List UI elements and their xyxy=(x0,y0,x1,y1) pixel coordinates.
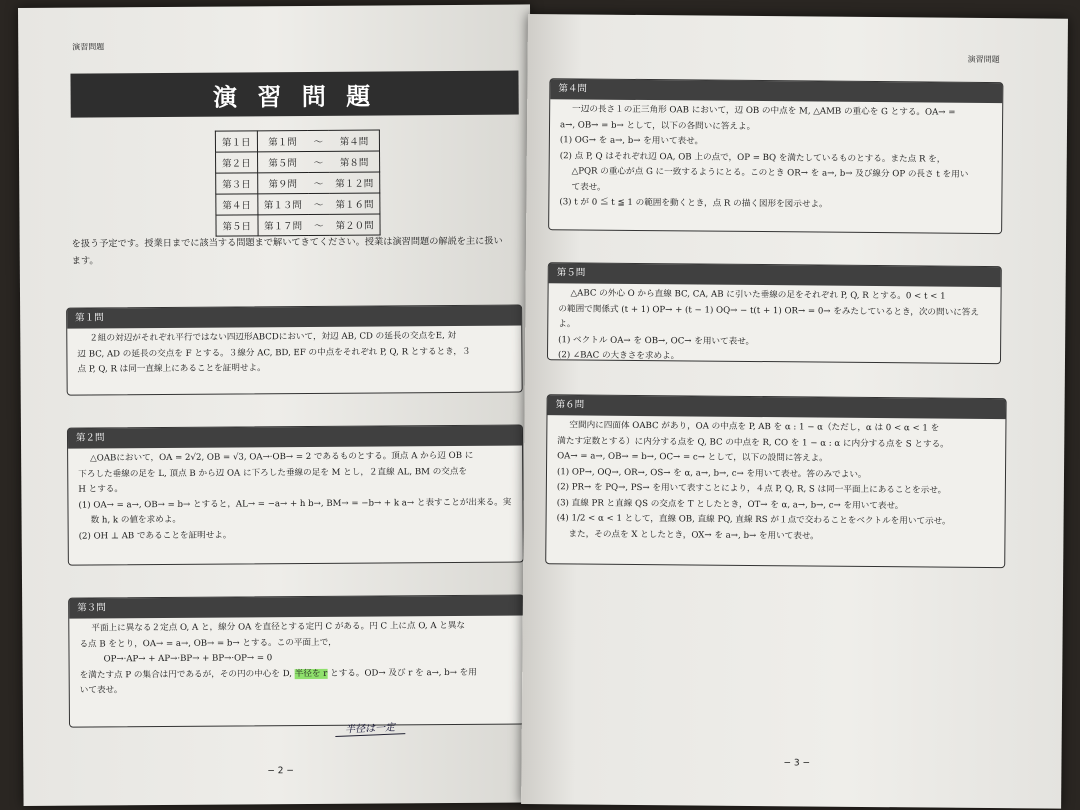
problem-line: △PQR の重心が点 G に一致するようにとる。このとき OR→ を a→, b→ 及び線分 OP の長さ t を用い xyxy=(571,166,969,180)
problem-line: 空間内に四面体 OABC があり，OA の中点を P, AB を α : 1 − α（ただし，α は 0 < α < 1 を xyxy=(569,420,940,434)
problem-line xyxy=(80,665,514,684)
problem-5-header: 第５問 xyxy=(549,263,1001,287)
schedule-to: 第２０問 xyxy=(329,214,380,235)
running-head-right: 演習問題 xyxy=(967,54,1000,65)
schedule-day: 第３日 xyxy=(216,173,258,194)
problem-line: 点 P, Q, R は同一直線上にあることを証明せよ。 xyxy=(77,363,266,375)
handwritten-note: 半径は一定 xyxy=(335,718,406,737)
right-page xyxy=(521,14,1068,809)
problem-line: 満たす定数とする）に内分する点を Q, BC の中点を R, CO を 1 − α : α に内分する点を S とする。 xyxy=(557,435,949,450)
problem-4-box xyxy=(548,78,1003,234)
schedule-tilde: 〜 xyxy=(308,214,330,235)
problem-line: 辺 BC, AD の延長の交点を F とする。３線分 AC, BD, EF の中点をそれぞれ P, Q, R とするとき，３ xyxy=(77,346,471,360)
schedule-tilde: 〜 xyxy=(307,130,329,151)
problem-3-header: 第３問 xyxy=(69,595,523,618)
problem-line: 下ろした垂線の足を L, 頂点 B から辺 OA に下ろした垂線の足を M とし，２直線 AL, BM の交点を xyxy=(78,466,468,480)
problem-line: の範囲で関係式 (t + 1) OP→ + (t − 1) OQ→ − t(t + 1) OR→ = 0→ をみたしているとき，次の問いに答えよ。 xyxy=(558,303,980,330)
problem-1-box xyxy=(66,304,523,395)
schedule-from: 第５問 xyxy=(257,151,308,172)
problem-line: また，その点を X としたとき，OX→ を a→, b→ を用いて表せ。 xyxy=(568,528,819,542)
schedule-row xyxy=(216,151,380,173)
text-run: を満たす点 P の集合は円であるが，その円の中心を D, xyxy=(79,668,293,681)
problem-line: (2) PR→ を PQ→, PS→ を用いて表すことにより，４点 P, Q, R, S は同一平面上にあることを示せ。 xyxy=(556,482,947,496)
problem-1-header: 第１問 xyxy=(67,305,521,328)
schedule-tilde: 〜 xyxy=(308,172,330,193)
problem-line: (2) ∠BAC の大きさを求めよ。 xyxy=(557,350,680,362)
page-number-left: − 2 − xyxy=(267,766,294,777)
problem-equation: OP→·AP→ + AP→·BP→ + BP→·OP→ = 0 xyxy=(103,653,273,665)
problem-line: H とする。 xyxy=(78,484,124,495)
page-number-right: − 3 − xyxy=(783,758,811,769)
problem-line: (3) 直線 PR と直線 QS の交点を T としたとき，OT→ を α, a→, b→, c→ を用いて表せ。 xyxy=(556,497,904,511)
schedule-row xyxy=(215,130,379,152)
problem-line: (2) 点 P, Q はそれぞれ辺 OA, OB 上の点で，OP = BQ を満たしているものとする。また点 R を， xyxy=(559,150,946,165)
schedule-from: 第９問 xyxy=(257,172,308,193)
schedule-to: 第８問 xyxy=(329,151,380,172)
schedule-table xyxy=(215,129,381,236)
schedule-row xyxy=(216,193,380,215)
problem-4-header: 第４問 xyxy=(550,79,1002,103)
problem-2-header: 第２問 xyxy=(68,425,522,448)
problem-line: いて表せ。 xyxy=(79,685,123,696)
intro-text xyxy=(72,232,522,269)
problem-line: △ABC の外心 O から直線 BC, CA, AB に引いた垂線の足をそれぞれ P, Q, R とする。0 < t < 1 xyxy=(570,288,946,302)
problem-line: 平面上に異なる２定点 O, A と，線分 OA を直径とする定円 C がある。円 C 上に点 O, A と異な xyxy=(91,620,466,634)
problem-line: (2) OH ⊥ AB であることを証明せよ。 xyxy=(78,530,232,542)
running-head-left: 演習問題 xyxy=(72,42,105,52)
schedule-day: 第１日 xyxy=(215,131,257,152)
problem-line: 数 h, k の値を求めよ。 xyxy=(90,514,182,526)
problem-line: る点 B をとり，OA→ = a→, OB→ = b→ とする。この平面上で， xyxy=(79,637,337,650)
problem-line: 一辺の長さ１の正三角形 OAB において，辺 OB の中点を M, △AMB の重心を G とする。OA→ = xyxy=(572,104,956,118)
problem-line: ２組の対辺がそれぞれ平行ではない四辺形ABCDにおいて，対辺 AB, CD の延長の交点をE, 対 xyxy=(89,330,457,344)
problem-line: (4) 1/2 < α < 1 として，直線 OB, 直線 PQ, 直線 RS が１点で交わることをベクトルを用いて示せ。 xyxy=(556,513,951,527)
problem-6-box xyxy=(545,394,1006,568)
schedule-from: 第１７問 xyxy=(257,214,308,235)
problem-5-box xyxy=(547,262,1002,364)
problem-2-box xyxy=(67,424,524,565)
schedule-tilde: 〜 xyxy=(308,151,330,172)
intro-line: を扱う予定です。授業日までに該当する問題まで解いてきてください。授業は演習問題の解説を主に扱い xyxy=(71,235,503,250)
schedule-day: 第４日 xyxy=(216,194,258,215)
problem-line: (1) OP→, OQ→, OR→, OS→ を α, a→, b→, c→ を用いて表せ。答のみでよい。 xyxy=(556,466,867,480)
problem-line: (3) t が 0 ≦ t ≦ 1 の範囲を動くとき，点 R の描く図形を図示せよ。 xyxy=(559,197,828,210)
schedule-from: 第１３問 xyxy=(257,193,308,214)
problem-line: (1) OG→ を a→, b→ を用いて表せ。 xyxy=(559,135,704,147)
schedule-tilde: 〜 xyxy=(308,193,330,214)
problem-line: (1) OA→ = a→, OB→ = b→ とすると，AL→ = −a→ + h b→, BM→ = −b→ + k a→ と表すことが出来る。実 xyxy=(78,497,512,511)
highlighted-text: 半径を r xyxy=(294,668,328,679)
text-run: とする。OD→ 及び r を a→, b→ を用 xyxy=(330,667,477,679)
problem-line: a→, OB→ = b→ として，以下の各問いに答えよ。 xyxy=(559,119,756,132)
schedule-from: 第１問 xyxy=(257,130,308,151)
problem-6-header: 第６問 xyxy=(547,395,1005,419)
schedule-day: 第５日 xyxy=(216,215,258,236)
left-page xyxy=(18,4,536,806)
schedule-to: 第４問 xyxy=(329,130,380,151)
schedule-to: 第１６問 xyxy=(329,193,380,214)
problem-line: て表せ。 xyxy=(571,181,606,193)
problem-3-box xyxy=(68,594,525,727)
problem-line: △OABにおいて，OA = 2√2, OB = √3, OA→·OB→ = 2 であるものとする。頂点 A から辺 OB に xyxy=(90,450,474,464)
problem-line: OA→ = a→, OB→ = b→, OC→ = c→ として，以下の設問に答えよ。 xyxy=(557,451,828,464)
intro-line: ます。 xyxy=(71,255,99,267)
page-title: 演 習 問 題 xyxy=(70,71,518,118)
schedule-row xyxy=(216,172,380,194)
schedule-to: 第１２問 xyxy=(329,172,380,193)
problem-line: (1) ベクトル OA→ を OB→, OC→ を用いて表せ。 xyxy=(558,334,755,347)
schedule-day: 第２日 xyxy=(216,152,258,173)
